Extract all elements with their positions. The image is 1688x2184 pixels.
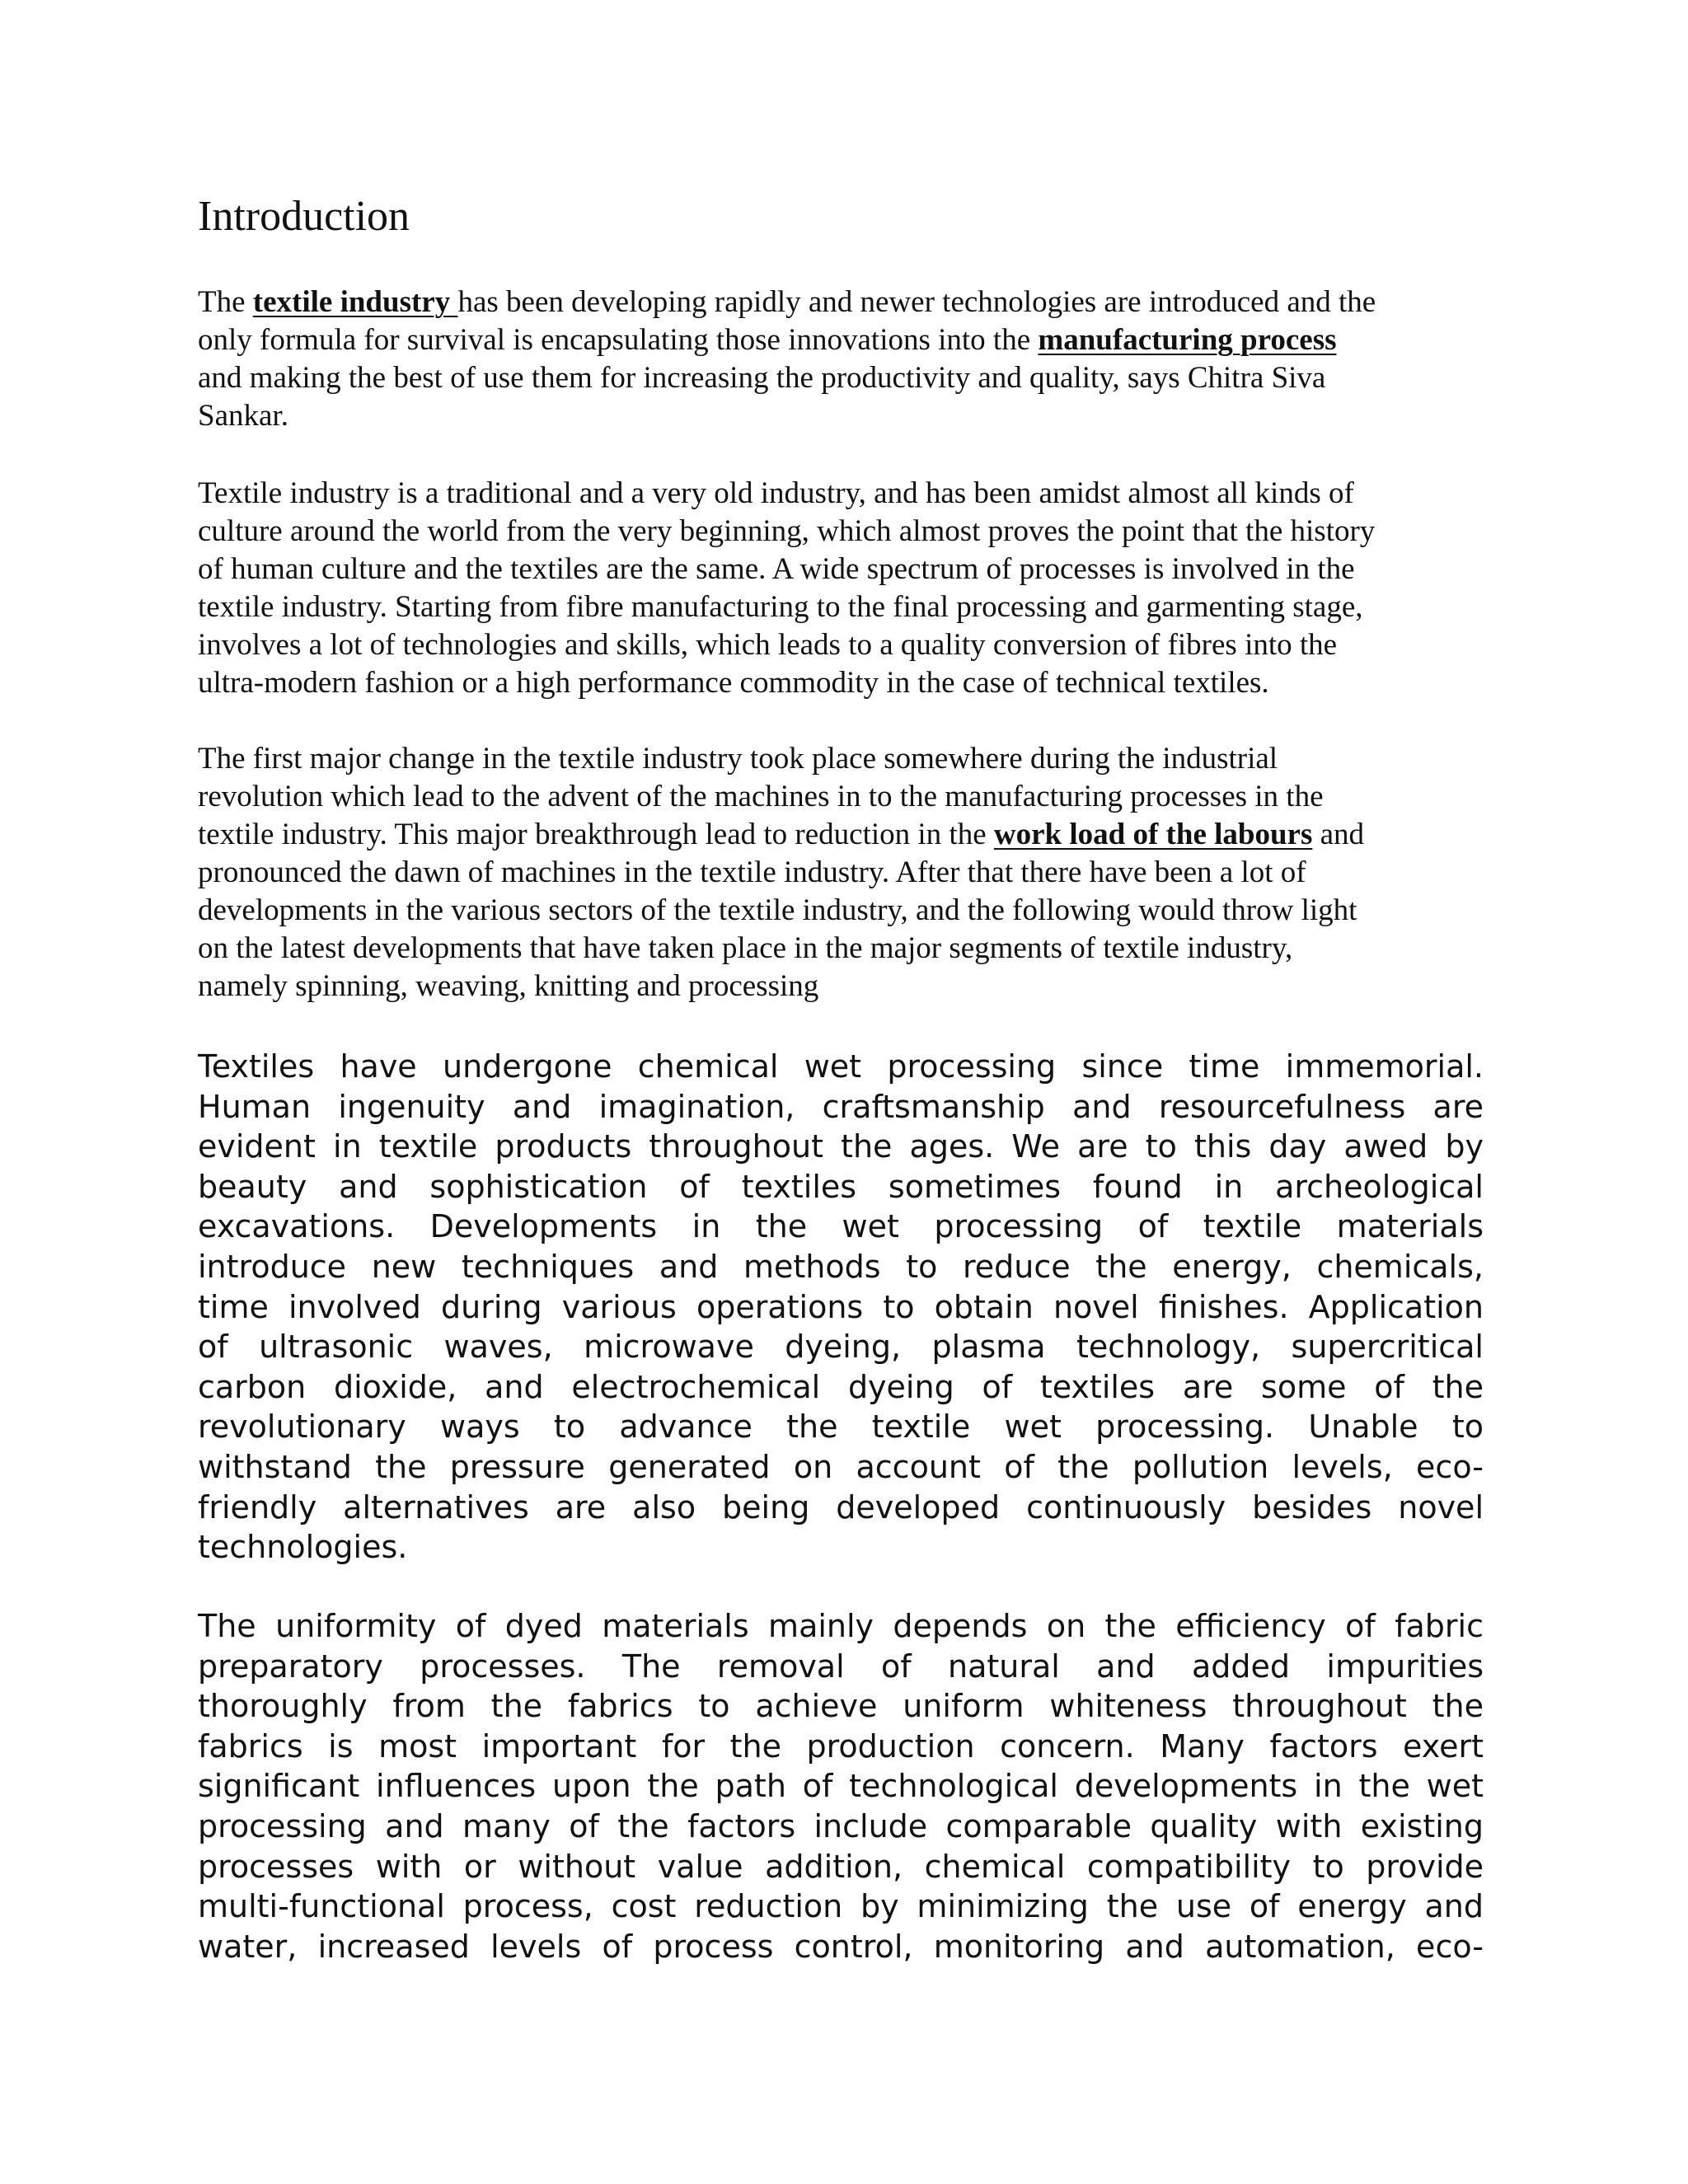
paragraph-line: The first major change in the textile industry took place somewhere during the industrial (198, 742, 1278, 776)
paragraph-line: Textile industry is a traditional and a very old industry, and has been amidst almost all kinds of (198, 476, 1354, 510)
text-run: textile industry. This major breakthrough lead to reduction in the (198, 818, 994, 851)
text-run: only formula for survival is encapsulating those innovations into the (198, 323, 1039, 357)
paragraph-line: fabrics is most important for the production concern. Many factors exert (198, 1727, 1484, 1765)
paragraph-line: multi-functional process, cost reduction by minimizing the use of energy and (198, 1888, 1484, 1925)
paragraph-line: excavations. Developments in the wet processing of textile materials (198, 1208, 1484, 1245)
text-run: The (198, 285, 253, 319)
paragraph-intro (198, 284, 1484, 435)
section-heading: Introduction (198, 193, 410, 240)
paragraph-line: namely spinning, weaving, knitting and processing (198, 969, 819, 1003)
paragraph-traditional-industry (198, 475, 1484, 702)
paragraph-line: of human culture and the textiles are the same. A wide spectrum of processes is involved in the (198, 552, 1355, 586)
paragraph-line: water, increased levels of process control, monitoring and automation, eco- (198, 1928, 1484, 1965)
paragraph-line: significant influences upon the path of technological developments in the wet (198, 1768, 1484, 1805)
link-textile-industry[interactable]: textile industry (252, 285, 458, 319)
link-manufacturing-process[interactable]: manufacturing process (1038, 323, 1337, 357)
paragraph-line: culture around the world from the very beginning, which almost proves the point that the history (198, 514, 1376, 548)
paragraph-line (198, 321, 1484, 359)
paragraph-line: revolutionary ways to advance the textile wet processing. Unable to (198, 1408, 1484, 1446)
paragraph-line: Textiles have undergone chemical wet processing since time immemorial. (198, 1048, 1484, 1085)
paragraph-line: ultra-modern fashion or a high performance commodity in the case of technical textiles. (198, 666, 1269, 700)
paragraph-line: Human ingenuity and imagination, craftsmanship and resourcefulness are (198, 1088, 1484, 1125)
paragraph-line: time involved during various operations to obtain novel finishes. Application (198, 1288, 1484, 1325)
paragraph-line: evident in textile products throughout the ages. We are to this day awed by (198, 1128, 1484, 1165)
paragraph-line: developments in the various sectors of the textile industry, and the following would throw light (198, 893, 1357, 927)
paragraph-line: The uniformity of dyed materials mainly depends on the efficiency of fabric (198, 1608, 1484, 1644)
paragraph-line: revolution which lead to the advent of the machines in to the manufacturing processes in the (198, 780, 1324, 813)
paragraph-line: processing and many of the factors include comparable quality with existing (198, 1807, 1484, 1844)
paragraph-line: involves a lot of technologies and skills, which leads to a quality conversion of fibres into the (198, 628, 1338, 662)
paragraph-wet-processing (198, 1047, 1484, 1568)
paragraph-line: on the latest developments that have taken place in the major segments of textile industry, (198, 931, 1293, 965)
paragraph-line: technologies. (198, 1529, 408, 1566)
paragraph-line: textile industry. Starting from fibre manufacturing to the final processing and garmenting stage, (198, 590, 1363, 624)
paragraph-line: friendly alternatives are also being developed continuously besides novel (198, 1488, 1484, 1526)
paragraph-line: beauty and sophistication of textiles sometimes found in archeological (198, 1168, 1484, 1205)
paragraph-industrial-revolution (198, 740, 1484, 1005)
paragraph-line: pronounced the dawn of machines in the textile industry. After that there have been a lot of (198, 855, 1306, 889)
text-run: has been developing rapidly and newer technologies are introduced and the (457, 285, 1376, 319)
paragraph-line (198, 284, 1484, 321)
paragraph-line: carbon dioxide, and electrochemical dyeing of textiles are some of the (198, 1368, 1484, 1405)
paragraph-line: introduce new techniques and methods to reduce the energy, chemicals, (198, 1248, 1484, 1285)
link-work-load-of-the-labours[interactable]: work load of the labours (993, 818, 1313, 851)
paragraph-line: and making the best of use them for increasing the productivity and quality, says Chitra Siva (198, 361, 1326, 395)
paragraph-line: thoroughly from the fabrics to achieve uniform whiteness throughout the (198, 1688, 1484, 1725)
paragraph-uniformity (198, 1606, 1484, 1966)
paragraph-line: of ultrasonic waves, microwave dyeing, plasma technology, supercritical (198, 1329, 1484, 1366)
text-run: and (1312, 818, 1365, 851)
paragraph-line: withstand the pressure generated on account of the pollution levels, eco- (198, 1448, 1484, 1485)
paragraph-line: processes with or without value addition, chemical compatibility to provide (198, 1848, 1484, 1885)
paragraph-line: Sankar. (198, 399, 288, 433)
paragraph-line: preparatory processes. The removal of natural and added impurities (198, 1647, 1484, 1685)
paragraph-line (198, 816, 1484, 854)
